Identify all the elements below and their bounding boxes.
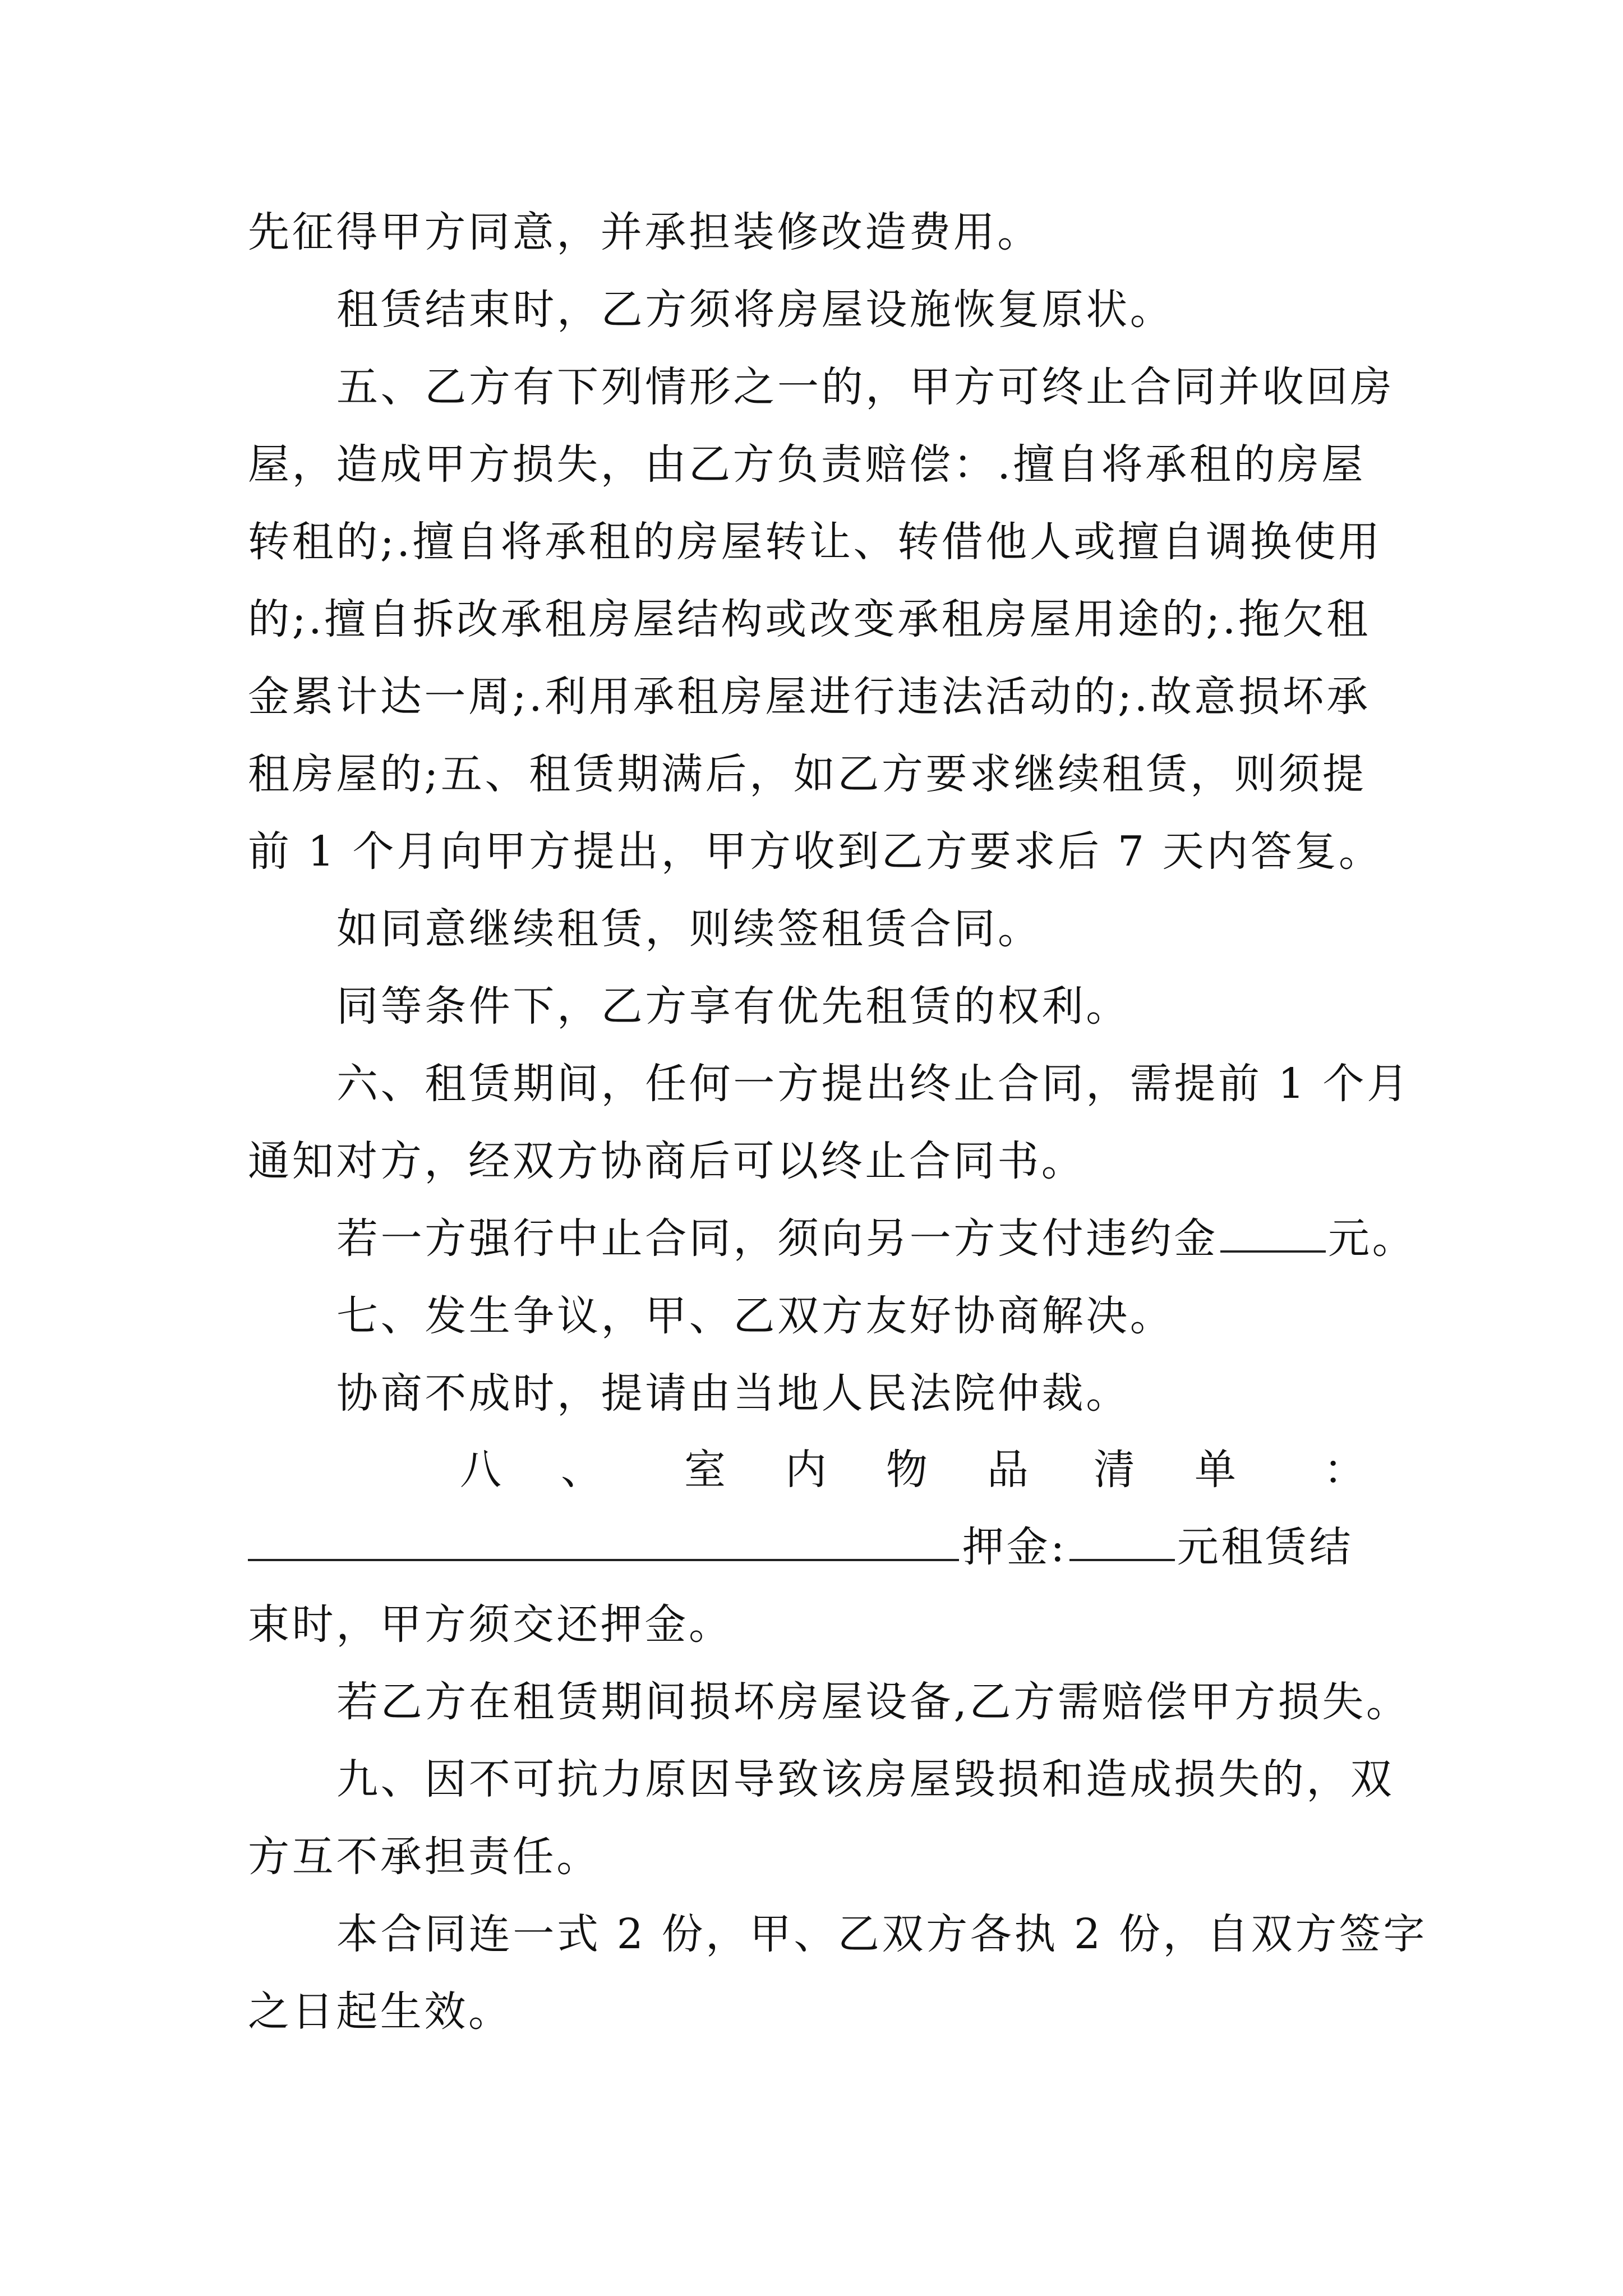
text-line: 六、租赁期间，任何一方提出终止合同，需提前 1 个月 [336,1060,1411,1108]
deposit-amount-blank [1069,1525,1175,1561]
text-line: 九、因不可抗力原因导致该房屋毁损和造成损失的，双 [336,1755,1395,1803]
text-line: 协商不成时，提请由当地人民法院仲裁。 [336,1369,1130,1418]
text-line: 若乙方在租赁期间损坏房屋设备,乙方需赔偿甲方损失。 [336,1678,1410,1726]
text-line: 金累计达一周;.利用承租房屋进行违法活动的;.故意损坏承 [248,673,1371,721]
text-line: 前 1 个月向甲方提出，甲方收到乙方要求后 7 天内答复。 [248,827,1383,876]
text-line: 方互不承担责任。 [248,1833,601,1881]
inventory-list-blank [248,1525,959,1561]
text-line: 屋，造成甲方损失，由乙方负责赔偿：.擅自将承租的房屋 [248,440,1366,489]
penalty-text: 若一方强行中止合同，须向另一方支付违约金 [336,1214,1218,1263]
heading-char: 品 [987,1446,1029,1494]
text-line: 的;.擅自拆改承租房屋结构或改变承租房屋用途的;.拖欠租 [248,595,1371,643]
deposit-text: 元租赁结 [1177,1523,1354,1571]
deposit-line [248,1508,1392,1586]
text-line: 本合同连一式 2 份，甲、乙双方各执 2 份，自双方签字 [336,1910,1428,1958]
heading-char: 、 [561,1446,602,1494]
deposit-label: 押金: [962,1523,1067,1571]
heading-char: 单 [1195,1446,1236,1494]
text-line: 七、发生争议，甲、乙双方友好协商解决。 [336,1292,1174,1340]
text-line: 同等条件下，乙方享有优先租赁的权利。 [336,982,1130,1030]
text-line: 通知对方，经双方协商后可以终止合同书。 [248,1137,1086,1185]
text-line: 之日起生效。 [248,1987,513,2036]
heading-char: 室 [684,1446,726,1494]
text-line: 束时，甲方须交还押金。 [248,1600,733,1649]
heading-char: 内 [785,1446,827,1494]
heading-char: ： [1324,1446,1365,1494]
penalty-unit: 元。 [1328,1214,1417,1263]
heading-char: 清 [1094,1446,1135,1494]
text-line: 租赁结束时，乙方须将房屋设施恢复原状。 [336,286,1174,334]
text-line: 先征得甲方同意，并承担装修改造费用。 [248,208,1041,256]
text-line: 租房屋的;五、租赁期满后，如乙方要求继续租赁，则须提 [248,750,1367,798]
penalty-amount-blank [1220,1217,1326,1253]
text-line: 转租的;.擅自将承租的房屋转让、转借他人或擅自调换使用 [248,518,1382,566]
heading-char: 八 [460,1446,501,1494]
penalty-line [336,1199,1481,1278]
text-line: 如同意继续租赁，则续签租赁合同。 [336,905,1042,953]
text-line: 五、乙方有下列情形之一的，甲方可终止合同并收回房 [336,363,1395,411]
heading-char: 物 [886,1446,928,1494]
